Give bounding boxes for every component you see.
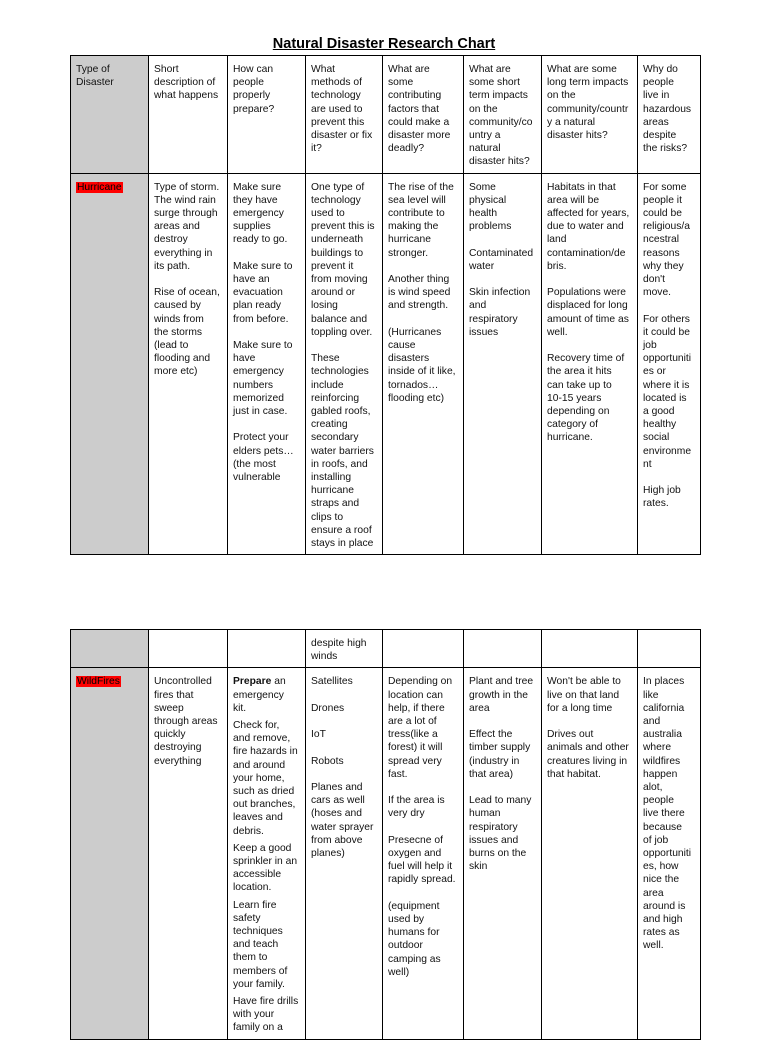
table-row-hurricane [71,173,701,555]
prepare-cell: Prepare an emergency kit. Check for, and remove, fire hazards in and around your home, such as dried out branches, leaves and debris. Keep a good sprinkler in an accessible location. Learn fire safety techniques and teach them to members of your family. Have fire drills with your family on a [228,668,306,1039]
why-live-cell: For some people it could be religious/a ncestral reasons why they don't move. For others it could be job opportuniti es or where it is located is a good healthy social environme nt High job rates. [638,173,701,555]
header-factors: What are some contributing factors that could make a disaster more deadly? [383,56,464,174]
research-table-page-2 [70,629,701,1040]
research-table-page-1 [70,55,701,555]
short-term-cell: Some physical health problems Contaminated water Skin infection and respiratory issues [464,173,542,555]
factors-cell: Depending on location can help, if there are a lot of tress(like a forest) it will spread very fast. If the area is very dry Presecne of oxygen and fuel will help it rapidly spread. (equipment used by humans for outdoor camping as well) [383,668,464,1039]
page-title: Natural Disaster Research Chart [272,36,496,52]
prepare-cell: Make sure they have emergency supplies ready to go. Make sure to have an evacuation plan ready from before. Make sure to have emergency numbers memorized just in case. Protect your elders pets… (the most vulnerable [228,173,306,555]
technology-continuation-cell: despite high winds [306,630,383,668]
header-prepare: How can people properly prepare? [228,56,306,174]
empty-cell [71,630,149,668]
why-live-cell: In places like california and australia where wildfires happen alot, people live there because of job opportuniti es, how nice the area around is and high rates as well. [638,668,701,1039]
description-cell: Uncontrolled fires that sweep through areas quickly destroying everything [149,668,228,1039]
disaster-type-cell [71,173,149,555]
disaster-type-hurricane: Hurricane [77,181,122,193]
empty-cell [542,630,638,668]
long-term-cell: Habitats in that area will be affected for years, due to water and land contamination/de bris. Populations were displaced for long amount of time as well. Recovery time of the area it hits can take up to 10-15 years depending on category of hurricane. [542,173,638,555]
factors-cell: The rise of the sea level will contribute to making the hurricane stronger. Another thing is wind speed and strength. (Hurricanes cause disasters inside of it like, tornados… flooding etc) [383,173,464,555]
header-description: Short description of what happens [149,56,228,174]
header-row [71,56,701,174]
technology-cell: One type of technology used to prevent this is underneath buildings to prevent it from moving around or losing balance and toppling over. These technologies include reinforcing gabled roofs, creating secondary water barriers in roofs, and installing hurricane straps and clips to ensure a roof stays in place [306,173,383,555]
technology-cell: Satellites Drones IoT Robots Planes and cars as well (hoses and water sprayer from above planes) [306,668,383,1039]
header-short-term: What are some short term impacts on the community/co untry a natural disaster hits? [464,56,542,174]
header-type: Type of Disaster [71,56,149,174]
empty-cell [638,630,701,668]
empty-cell [149,630,228,668]
long-term-cell: Won't be able to live on that land for a long time Drives out animals and other creatures living in that habitat. [542,668,638,1039]
disaster-type-cell [71,668,149,1039]
header-why-live: Why do people live in hazardous areas despite the risks? [638,56,701,174]
empty-cell [383,630,464,668]
disaster-type-wildfires: WildFires [77,676,120,688]
empty-cell [464,630,542,668]
description-cell: Type of storm. The wind rain surge through areas and destroy everything in its path. Rise of ocean, caused by winds from the storms (lead to flooding and more etc) [149,173,228,555]
short-term-cell: Plant and tree growth in the area Effect the timber supply (industry in that area) Lead to many human respiratory issues and burns on the skin [464,668,542,1039]
header-long-term: What are some long term impacts on the community/countr y a natural disaster hits? [542,56,638,174]
header-technology: What methods of technology are used to prevent this disaster or fix it? [306,56,383,174]
table-row-continuation [71,630,701,668]
empty-cell [228,630,306,668]
table-row-wildfires [71,668,701,1039]
